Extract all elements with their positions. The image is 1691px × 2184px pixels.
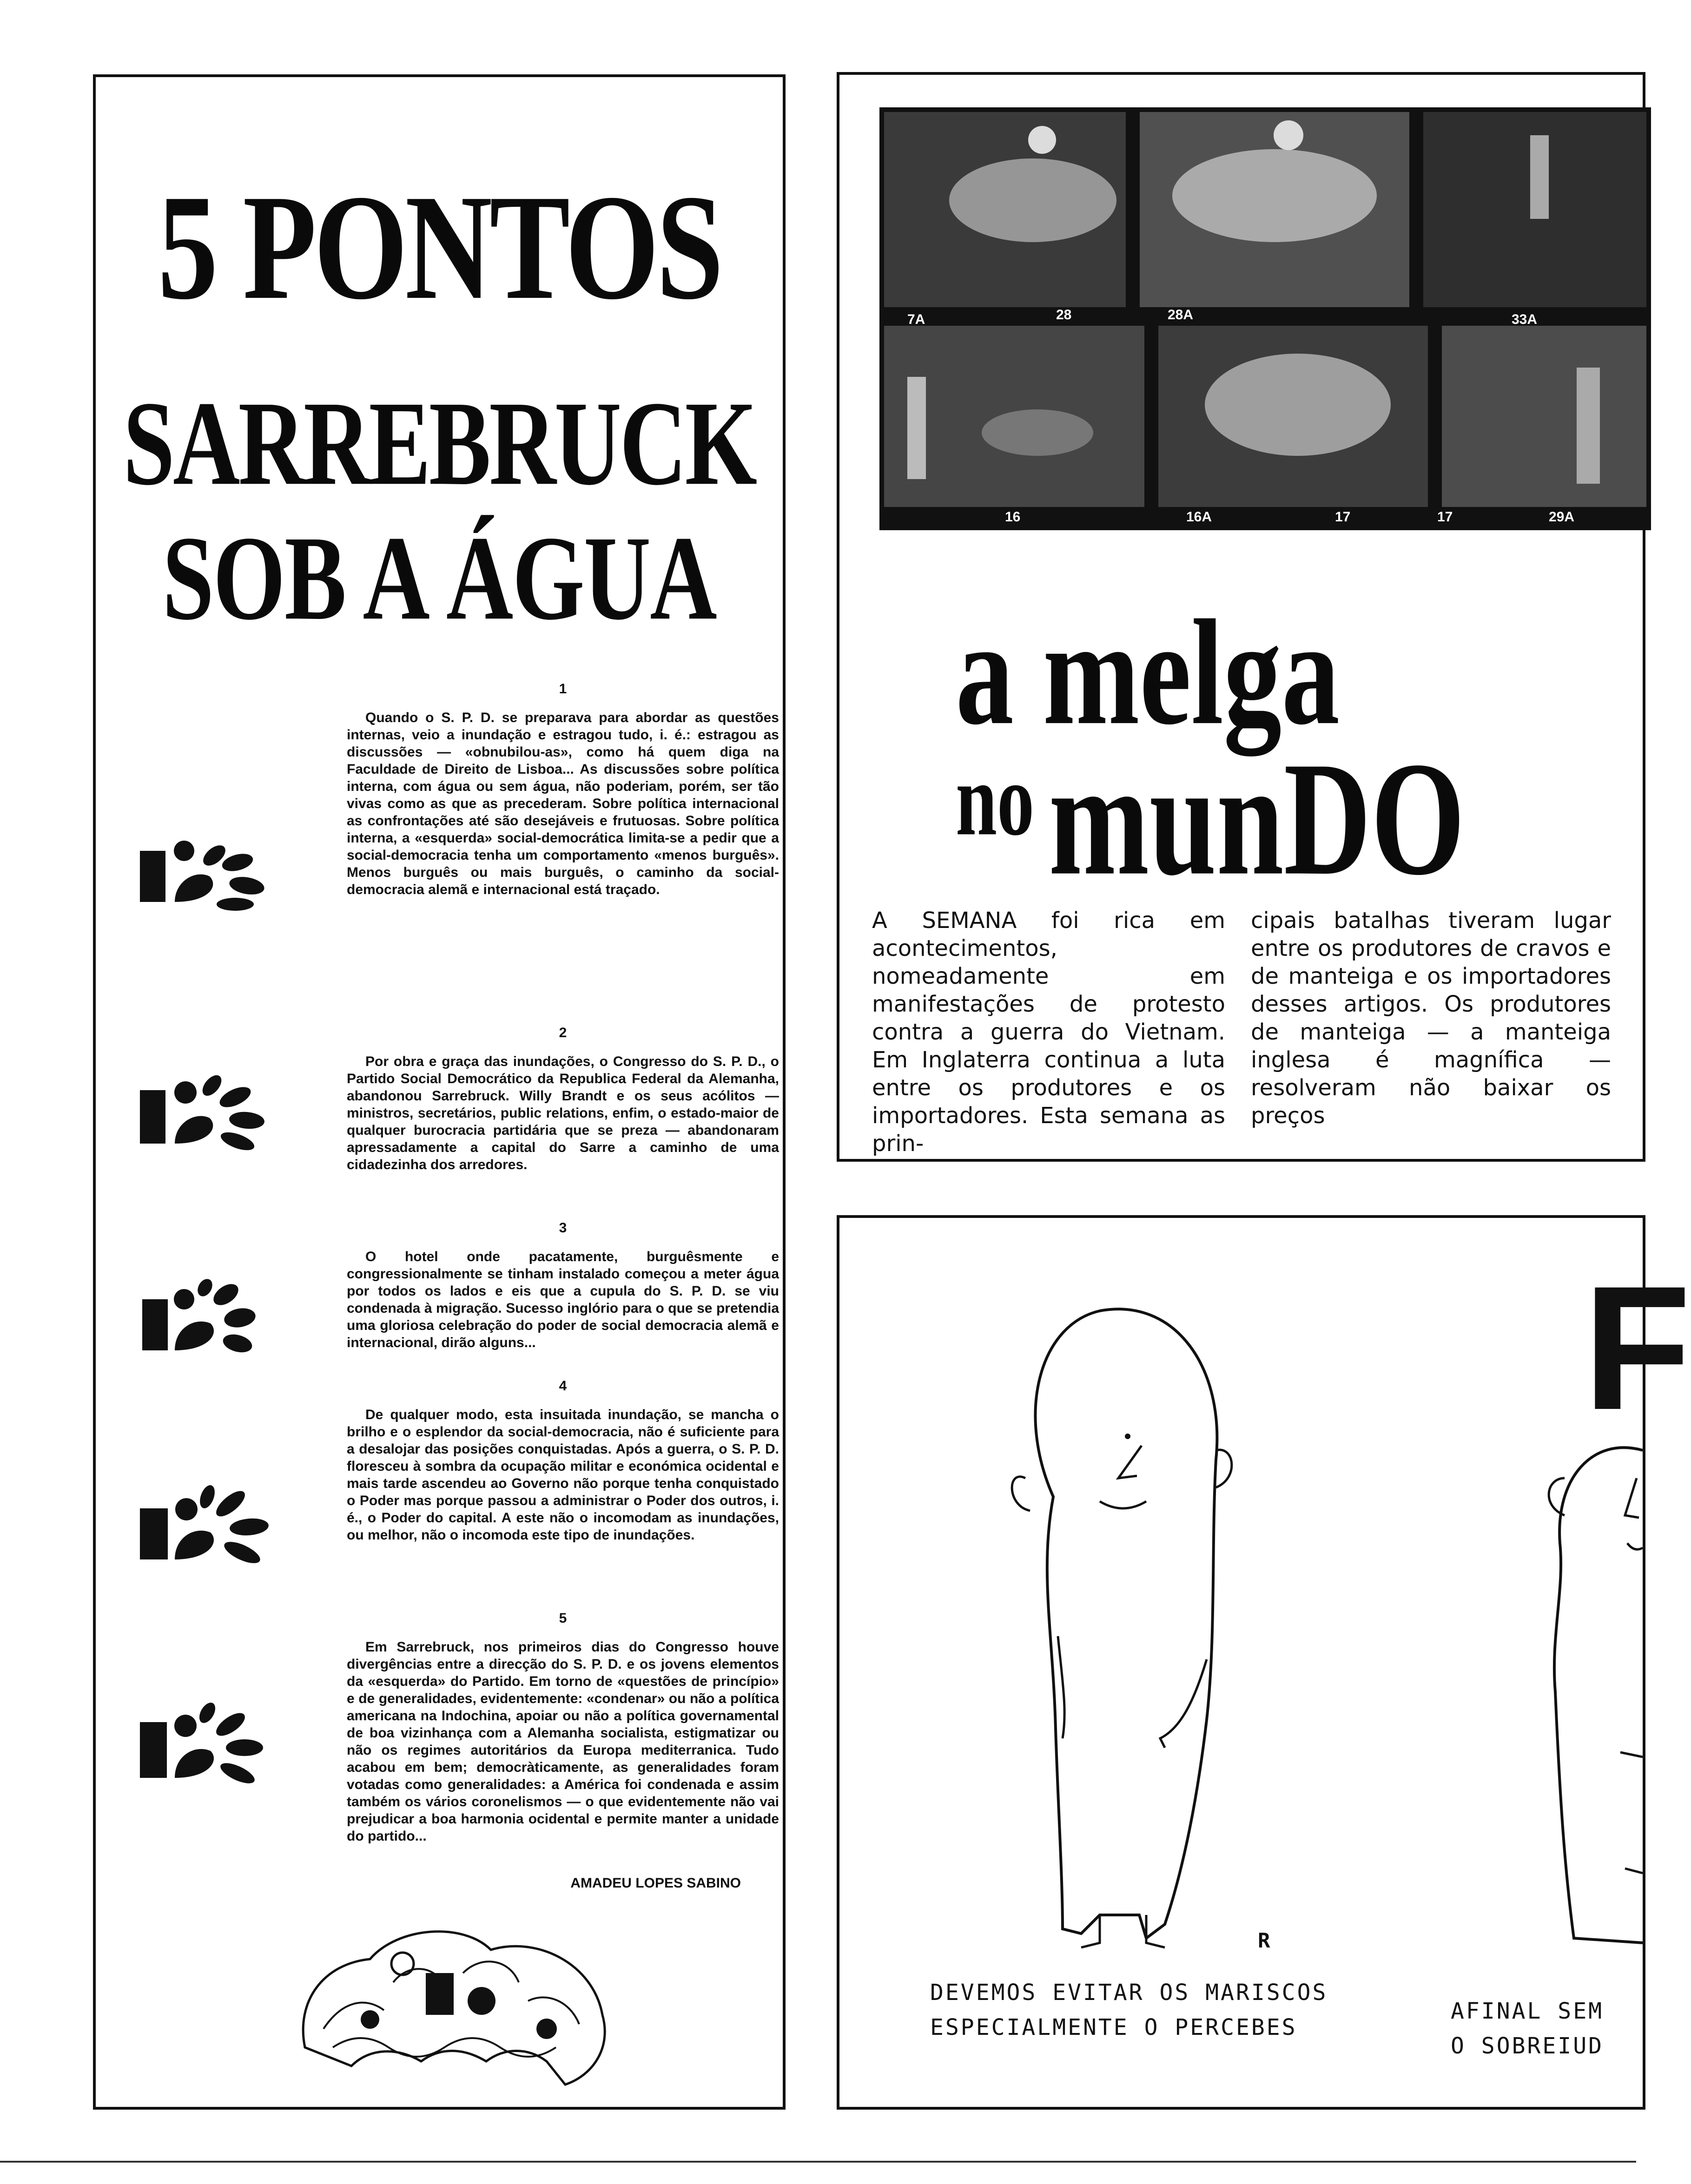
- fist-flower-icon: [131, 1262, 317, 1364]
- cartoon-panel: [837, 1215, 1691, 2110]
- title-mun: [1049, 725, 1465, 913]
- caption-right-line2: O SOBREIUD: [1451, 2033, 1604, 2059]
- fist-flower-icon: [131, 816, 317, 918]
- point-number: 5: [559, 1611, 567, 1626]
- melga-article: [837, 72, 1645, 1162]
- title-no: no: [956, 741, 1034, 857]
- frame-label: 17: [1335, 509, 1351, 525]
- point-text: Quando o S. P. D. se preparava para abordar as questões internas, veio a inundação e estragou tudo, i. é.: estragou as discussões — «obnubilou-as», como há quem diga na Faculdade de Direito de Lisboa... As discussões sobre política interna, com água ou sem água, não poderiam, porém, ser tão vivas como as que as precederam. Sobre política internacional as confrontações até são desejáveis e frutuosas. Sobre política interna, a «esquerda» social-democrática limita-se a pedir que a social-democracia tenha um comportamento «menos burguês». Menos burguês ou mais burguês, o caminho da social-democracia alemã e internacional está traçado.: [347, 710, 779, 897]
- point-text: De qualquer modo, esta insuitada inundação, se mancha o brilho e o esplendor da social-democracia, não é suficiente para a desalojar das posições conquistadas. Após a guerra, o S. P. D. floresceu à sombra da ocupação militar e económica ocidental e mais tarde ascendeu ao Governo não porque tenha conquistado o Poder mas porque passou a administrar o Poder dos outros, i. é., o Poder do capital. A este não o incomodam as inundações, ou melhor, não o incomoda este tipo de inundações.: [347, 1407, 779, 1543]
- cartoon-caption-left: [930, 1975, 1328, 2045]
- point-number: 4: [559, 1378, 567, 1394]
- contact-sheet-photo: [879, 107, 1651, 530]
- point-number: 1: [559, 681, 567, 697]
- point-text: O hotel onde pacatamente, burguêsmente e congressionalmente se tinham instalado começou a meter água por todos os lados e eis que a cupula do S. P. D. se viu condenada à migração. Sucesso inglório para o que se pretendia uma gloriosa celebração do poder de social democracia alemã e internacional, dirão alguns...: [347, 1249, 779, 1350]
- article-subtitle-line2: SOB A ÁGUA: [162, 512, 716, 645]
- artist-signature: R: [1258, 1929, 1270, 1953]
- melga-column-2: cipais batalhas tiveram lugar entre os produtores de cravos e de manteiga e os importadores desses artigos. Os produtores de manteiga — a manteiga inglesa é magnífica — resolveram não baixar os preços: [1251, 908, 1611, 1129]
- cartoon-caption-right: [1451, 1994, 1604, 2064]
- frame-label: 16: [1005, 509, 1021, 525]
- fist-flower-icon: [131, 1690, 317, 1792]
- title-do-text: DO: [1283, 728, 1465, 909]
- frame-label: 16A: [1186, 509, 1212, 525]
- fist-flower-icon: [131, 1058, 317, 1160]
- title-mun-text: mun: [1049, 728, 1284, 909]
- frame-label: 17: [1437, 509, 1453, 525]
- caption-left-line1: DEVEMOS EVITAR OS MARISCOS: [930, 1980, 1328, 2006]
- point-text: Em Sarrebruck, nos primeiros dias do Congresso houve divergências entre a direcção do S. P. D. e os jovens elementos da «esquerda» do Partido. Em torno de «questões de princípio» e de generalidades, evidentemente: «condenar» ou não a política americana na Indochina, apoiar ou não a política governamental de boa vizinhança com a Alemanha socialista, estigmatizar ou não os regimes autoritários da Europa mediterranica. Tudo acabou em bem; democràticamente, as generalidades foram votadas como generalidades: a América foi condenada e assim também os vários coronelismos — o que evidentemente não vai prejudicar a boa harmonia ocidental e permite manter a unidade do partido...: [347, 1639, 779, 1844]
- frame-label: 29A: [1549, 509, 1575, 525]
- point-text: Por obra e graça das inundações, o Congresso do S. P. D., o Partido Social Democrático da Republica Federal da Alemanha, abandonou Sarrebruck. Willy Brandt e os seus acólitos — ministros, secretários, public relations, enfim, o estado-maior de qualquer burocracia partidária que se preza — abandonaram apressadamente a capital do Sarre a caminho de uma cidadezinha dos arredores.: [347, 1054, 779, 1172]
- caption-left-line2: ESPECIALMENTE O PERCEBES: [930, 2014, 1297, 2040]
- article-title: 5 PONTOS: [158, 164, 721, 331]
- page-bottom-rule: [0, 2161, 1636, 2163]
- fist-flower-icon: [131, 1471, 317, 1573]
- point-number: 3: [559, 1220, 567, 1236]
- caption-right-line1: AFINAL SEM: [1451, 1998, 1604, 2024]
- cut-off-headline-letter: F: [1583, 1249, 1691, 1447]
- frame-label: 33A: [1512, 312, 1538, 327]
- title-a-melga: a melga: [956, 589, 1340, 757]
- frame-label: 28A: [1168, 307, 1194, 322]
- melga-column-1: A SEMANA foi rica em acontecimentos, nomeadamente em manifestações de protesto contra a guerra do Vietnam. Em Inglaterra continua a luta entre os produtores e os importadores. Esta semana as prin-: [872, 908, 1225, 1157]
- frame-label: 7A: [907, 312, 925, 327]
- article-author: AMADEU LOPES SABINO: [570, 1875, 741, 1891]
- frame-label: 28: [1056, 307, 1072, 322]
- flower-bush-illustration: [286, 1908, 621, 2103]
- point-number: 2: [559, 1025, 567, 1040]
- melga-title: [956, 586, 1513, 909]
- left-article: [93, 74, 786, 2110]
- cartoon-drawing: [839, 1218, 1643, 2107]
- article-subtitle-line1: SARREBRUCK: [123, 377, 756, 511]
